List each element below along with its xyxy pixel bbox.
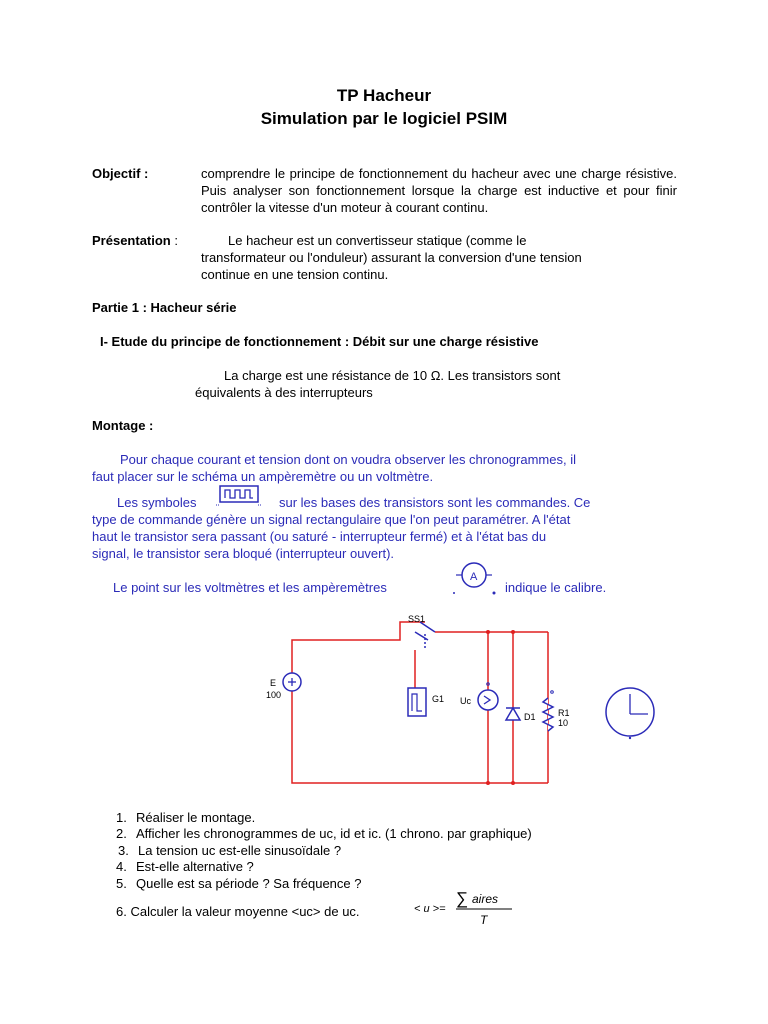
list-item: 2. Afficher les chronogrammes de uc, id et ic. (1 chrono. par graphique)	[116, 826, 532, 841]
list-item: 5. Quelle est sa période ? Sa fréquence ?	[116, 876, 362, 891]
montage-p2-line2: type de commande génère un signal rectangulaire que l'on peut paramétrer. A l'état	[92, 512, 571, 527]
formula-denominator: T	[480, 913, 488, 927]
resistor-label: R1	[558, 708, 570, 718]
pulse-generator-icon	[216, 484, 262, 511]
formula-sigma: ∑	[456, 889, 469, 908]
gate-label: G1	[432, 694, 445, 704]
montage-p2-end: sur les bases des transistors sont les commandes. Ce	[279, 495, 591, 510]
formula-lhs: < u >=	[414, 903, 446, 915]
montage-heading: Montage :	[92, 418, 154, 433]
page-subtitle: Simulation par le logiciel PSIM	[260, 109, 508, 128]
montage-p2-start: Les symboles	[117, 495, 197, 510]
presentation-line2: transformateur ou l'onduleur) assurant la conversion d'une tension	[201, 250, 582, 265]
ammeter-icon	[450, 560, 502, 601]
montage-p2-line4: signal, le transistor sera bloqué (interrupteur ouvert).	[92, 546, 395, 561]
presentation-label-row	[92, 232, 178, 249]
switch-ss1	[415, 622, 435, 648]
montage-p1-line2: faut placer sur le schéma un ampèremètre ou un voltmètre.	[92, 469, 434, 484]
montage-p3-end: indique le calibre.	[505, 580, 607, 595]
mean-value-formula	[412, 886, 522, 937]
ammeter-symbol: A	[470, 571, 478, 583]
objectif-text: comprendre le principe de fonctionnement du hacheur avec une charge résistive. Puis analyser son fonctionnement lorsque la charge est inductive et pour finir contrôler la vitesse d'un moteur à courant continu.	[201, 166, 677, 215]
circuit-diagram	[260, 610, 670, 805]
montage-p1-line1: Pour chaque courant et tension dont on voudra observer les chronogrammes, il	[120, 452, 576, 467]
charge-line2: équivalents à des interrupteurs	[195, 385, 373, 400]
dc-source-e	[283, 673, 301, 691]
objectif-label: Objectif :	[92, 166, 149, 181]
list-item: 6. Calculer la valeur moyenne <uc> de uc.	[116, 904, 360, 919]
gate-g1	[408, 688, 426, 716]
presentation-line3: continue en une tension continu.	[201, 267, 389, 282]
section1-heading: I- Etude du principe de fonctionnement : Débit sur une charge résistive	[100, 334, 539, 349]
list-item: 1. Réaliser le montage.	[116, 810, 256, 825]
presentation-label: Présentation	[92, 233, 171, 248]
resistor-value: 10	[558, 718, 569, 728]
formula-numerator: aires	[472, 892, 499, 906]
presentation-line1: Le hacheur est un convertisseur statique (comme le	[228, 233, 527, 248]
montage-p2-line3: haut le transistor sera passant (ou saturé - interrupteur fermé) et à l'état bas du	[92, 529, 547, 544]
montage-p3-start: Le point sur les voltmètres et les ampèremètres	[113, 580, 387, 595]
scope-icon	[606, 688, 654, 739]
source-value: 100	[266, 690, 282, 700]
partie1-heading: Partie 1 : Hacheur série	[92, 300, 237, 315]
list-item: 4. Est-elle alternative ?	[116, 859, 254, 874]
list-item: 3. La tension uc est-elle sinusoïdale ?	[118, 843, 342, 858]
source-label: E	[270, 678, 277, 688]
voltmeter-label: Uc	[460, 696, 471, 706]
charge-line1: La charge est une résistance de 10 Ω. Les transistors sont	[224, 368, 561, 383]
diode-d1	[506, 708, 520, 720]
switch-label: SS1	[408, 614, 426, 624]
diode-label: D1	[524, 712, 536, 722]
page-title: TP Hacheur	[336, 86, 432, 105]
presentation-colon: :	[174, 233, 178, 248]
